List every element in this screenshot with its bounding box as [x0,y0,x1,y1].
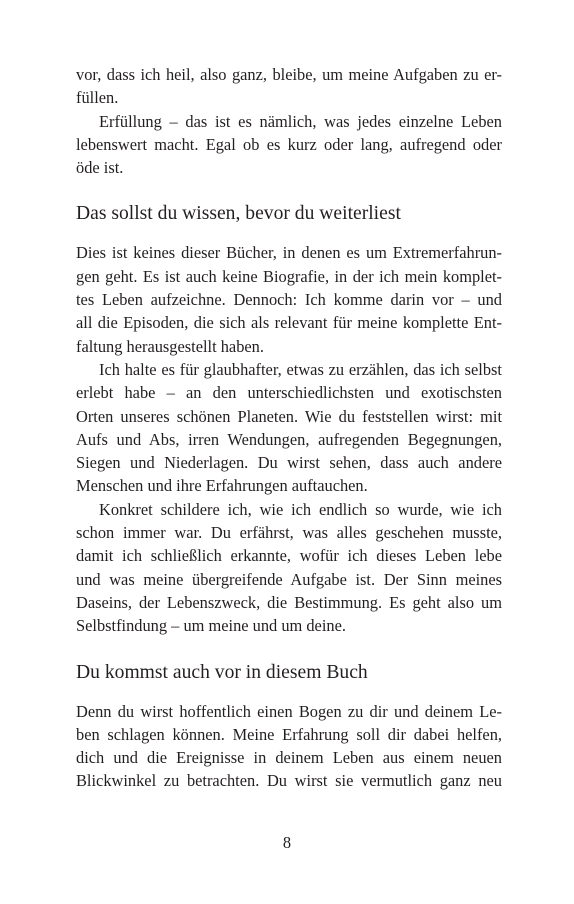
paragraph [76,700,502,793]
text-line: tes Leben aufzeichne. Dennoch: Ich komme darin vor – und [76,290,502,310]
text-line: Blickwinkel zu betrachten. Du wirst sie vermutlich ganz neu [76,771,502,791]
text-line: Siegen und Niederlagen. Du wirst sehen, dass auch andere [76,453,502,473]
text-line: erlebt habe – an den unterschiedlichsten und exotischsten [76,383,502,403]
text-line: dich und die Ereignisse in deinem Leben aus einem neuen [76,748,502,768]
paragraph [76,498,502,638]
text-line: Erfüllung – das ist es nämlich, was jedes einzelne Leben [99,111,502,131]
text-line: all die Episoden, die sich als relevant für meine komplette Ent- [76,313,502,333]
page-number: 8 [282,833,292,852]
text-line: Daseins, der Lebenszweck, die Bestimmung. Es geht also um [76,592,502,612]
text-line: schon immer war. Du erfährst, was alles geschehen musste, [76,523,502,543]
text-line: öde ist. [76,158,124,178]
text-line: gen geht. Es ist auch keine Biografie, in der ich mein komplet- [76,266,502,286]
paragraph [76,63,502,110]
text-line: ben schlagen können. Meine Erfahrung soll dir dabei helfen, [76,724,502,744]
section-heading: Du kommst auch vor in diesem Buch [76,661,368,683]
text-line: damit ich schließlich erkannte, wofür ich dieses Leben lebe [76,546,502,566]
paragraph [76,358,502,498]
text-line: Dies ist keines dieser Bücher, in denen es um Extremerfahrun- [76,243,502,263]
text-line: füllen. [76,88,119,108]
text-line: Selbstfindung – um meine und um deine. [76,616,346,636]
text-line: Menschen und ihre Erfahrungen auftauchen. [76,476,368,496]
paragraph [76,241,502,357]
page-body [76,63,502,793]
text-line: Denn du wirst hoffentlich einen Bogen zu dir und deinem Le- [76,701,502,721]
section-heading: Das sollst du wissen, bevor du weiterliest [76,203,401,225]
text-line: Konkret schildere ich, wie ich endlich so wurde, wie ich [99,499,502,519]
text-line: Orten unseres schönen Planeten. Wie du feststellen wirst: mit [76,406,502,426]
text-line: Aufs und Abs, irren Wendungen, aufregenden Begegnungen, [76,429,502,449]
text-line: faltung herausgestellt haben. [76,336,264,356]
text-line: und was meine übergreifende Aufgabe ist. Der Sinn meines [76,569,502,589]
text-line: vor, dass ich heil, also ganz, bleibe, um meine Aufgaben zu er- [76,65,502,84]
text-line: lebenswert macht. Egal ob es kurz oder lang, aufregend oder [76,134,502,154]
text-line: Ich halte es für glaubhafter, etwas zu erzählen, das ich selbst [99,359,502,379]
paragraph [76,110,502,180]
